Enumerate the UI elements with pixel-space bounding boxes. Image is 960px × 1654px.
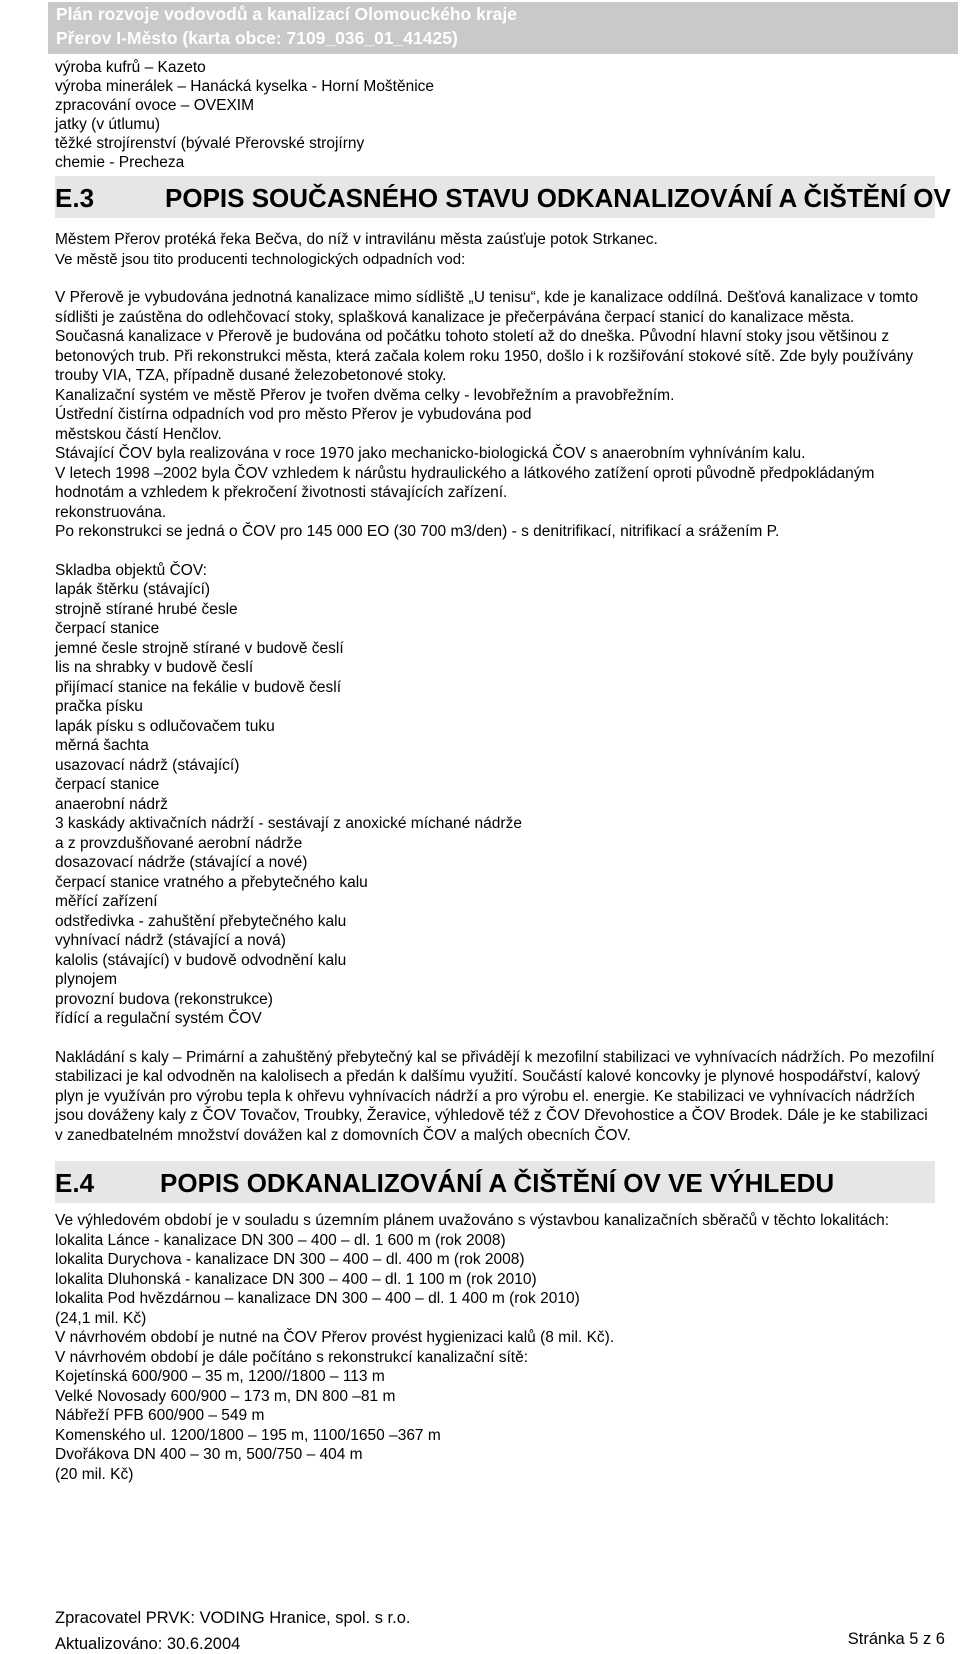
footer-processor: Zpracovatel PRVK: VODING Hranice, spol. s r.o.	[55, 1609, 411, 1627]
list-item: pračka písku	[55, 698, 143, 715]
list-item: jemné česle strojně stírané v budově česlí	[55, 639, 344, 657]
paragraph: Městem Přerov protéká řeka Bečva, do níž v intravilánu města zaúsťuje potok Strkanec.	[55, 231, 658, 248]
list-item: Kojetínská 600/900 – 35 m, 1200//1800 – 113 m	[55, 1368, 385, 1385]
list-item: V návrhovém období je dále počítáno s rekonstrukcí kanalizační sítě:	[55, 1348, 529, 1366]
list-item: a z provzdušňované aerobní nádrže	[55, 834, 303, 852]
paragraph: Kanalizační systém ve městě Přerov je tvořen dvěma celky - levobřežním a pravobřežním.	[55, 386, 675, 404]
list-item: lis na shrabky v budově česlí	[55, 659, 254, 676]
future-works-list	[55, 1231, 935, 1485]
list-item: výroba minerálek – Hanácká kyselka - Horní Moštěnice	[55, 78, 435, 95]
paragraph: Po rekonstrukci se jedná o ČOV pro 145 000 EO (30 700 m3/den) - s denitrifikací, nitrifikací a srážením P.	[55, 523, 780, 540]
list-item: dosazovací nádrže (stávající a nové)	[55, 854, 308, 871]
document-body	[55, 58, 951, 1484]
list-item: lokalita Dluhonská - kanalizace DN 300 – 400 – dl. 1 100 m (rok 2010)	[55, 1270, 537, 1288]
list-item: Nábřeží PFB 600/900 – 549 m	[55, 1407, 265, 1424]
section-heading-e4	[55, 1161, 935, 1203]
paragraph: V Přerově je vybudována jednotná kanalizace mimo sídliště „U tenisu“, kde je kanalizace oddílná. Dešťová kanalizace v tomto sídlišti je zaústěna do odlehčovací stoky, splašková kanalizace je přečerpávána čerpací stanicí do kanalizace města.	[55, 289, 919, 326]
list-item: kalolis (stávající) v budově odvodnění kalu	[55, 951, 347, 969]
list-item: lapák písku s odlučovačem tuku	[55, 717, 275, 735]
paragraph: Současná kanalizace v Přerově je budována od počátku tohoto století až do dneška. Původní hlavní stoky jsou většinou z betonových trub. Při rekonstrukci města, která začala kolem roku 1950, došlo i k rozšiřování stokové sítě. Zde byly používány trouby VIA, TZA, případně dusané železobetonové stoky.	[55, 328, 914, 384]
list-item: těžké strojírenství (bývalé Přerovské strojírny	[55, 135, 365, 152]
footer-updated: Aktualizováno: 30.6.2004	[55, 1635, 241, 1653]
header-subtitle: Přerov I-Město (karta obce: 7109_036_01_41425)	[56, 28, 458, 48]
list-item: Velké Novosady 600/900 – 173 m, DN 800 –81 m	[55, 1387, 396, 1405]
paragraph: Ve městě jsou tito producenti technologických odpadních vod:	[55, 250, 466, 268]
list-item: lokalita Durychova - kanalizace DN 300 – 400 – dl. 400 m (rok 2008)	[55, 1251, 525, 1268]
list-item: provozní budova (rekonstrukce)	[55, 990, 273, 1008]
list-item: měrná šachta	[55, 737, 149, 754]
paragraph: rekonstruována.	[55, 503, 167, 521]
list-item: měřící zařízení	[55, 893, 158, 910]
paragraph: Ústřední čistírna odpadních vod pro město Přerov je vybudována pod	[55, 406, 532, 423]
list-item: čerpací stanice	[55, 620, 160, 637]
section-number: E.3	[55, 183, 95, 213]
list-item: přijímací stanice na fekálie v budově česlí	[55, 678, 342, 696]
list-item: usazovací nádrž (stávající)	[55, 756, 240, 774]
page-number: Stránka 5 z 6	[847, 1630, 945, 1648]
section-number: E.4	[55, 1168, 95, 1198]
list-item: vyhnívací nádrž (stávající a nová)	[55, 932, 286, 949]
sludge-paragraph: Nakládání s kaly – Primární a zahuštěný přebytečný kal se přivádějí k mezofilní stabilizaci ve vyhnívacích nádržích. Po mezofilní stabilizaci je kal odvodněn na kalolisech a předán k dalšímu využití. Součástí kalové koncovky je plynové hospodářství, kalový plyn je využíván pro výrobu tepla k ohřevu vyhnívacích nádrží a pro výrobu el. energie. Ke stabilizaci ve vyhnívacích nádržích jsou dováženy kaly z ČOV Tovačov, Troubky, Žeravice, výhledově též z ČOV Dřevohostice a ČOV Brodek. Dále je ke stabilizaci v zanedbatelném množství dovážen kal z domovních ČOV a malých obecních ČOV.	[55, 1048, 935, 1144]
list-item: Komenského ul. 1200/1800 – 195 m, 1100/1650 –367 m	[55, 1426, 441, 1444]
list-item: V návrhovém období je nutné na ČOV Přerov provést hygienizaci kalů (8 mil. Kč).	[55, 1329, 615, 1346]
page-header	[48, 2, 958, 54]
list-item: Dvořákova DN 400 – 30 m, 500/750 – 404 m	[55, 1446, 363, 1463]
header-title: Plán rozvoje vodovodů a kanalizací Olomouckého kraje	[56, 4, 517, 24]
producer-list	[55, 58, 935, 172]
paragraph: Ve výhledovém období je v souladu s územním plánem uvažováno s výstavbou kanalizačních sběračů v těchto lokalitách:	[55, 1212, 890, 1229]
list-item: plynojem	[55, 971, 118, 988]
list-item: výroba kufrů – Kazeto	[55, 59, 206, 76]
paragraph: městskou částí Henčlov.	[55, 425, 222, 443]
section-title: POPIS SOUČASNÉHO STAVU ODKANALIZOVÁNÍ A ČIŠTĚNÍ OV	[165, 183, 951, 213]
list-item: čerpací stanice	[55, 776, 160, 793]
list-item: (24,1 mil. Kč)	[55, 1309, 147, 1327]
list-item: zpracování ovoce – OVEXIM	[55, 97, 255, 114]
paragraph: V letech 1998 –2002 byla ČOV vzhledem k nárůstu hydraulického a látkového zatížení oproti původně předpokládaným hodnotám a vzhledem k překročení životnosti stávajících zařízení.	[55, 464, 875, 501]
list-item: odstředivka - zahuštění přebytečného kalu	[55, 912, 347, 930]
list-item: anaerobní nádrž	[55, 795, 168, 813]
list-item: strojně stírané hrubé česle	[55, 600, 238, 618]
list-item: lapák štěrku (stávající)	[55, 581, 211, 598]
list-title: Skladba objektů ČOV:	[55, 561, 207, 579]
list-item: (20 mil. Kč)	[55, 1465, 134, 1483]
list-item: lokalita Pod hvězdárnou – kanalizace DN 300 – 400 – dl. 1 400 m (rok 2010)	[55, 1290, 580, 1307]
list-item: chemie - Precheza	[55, 154, 185, 171]
list-item: řídící a regulační systém ČOV	[55, 1010, 262, 1027]
section-title: POPIS ODKANALIZOVÁNÍ A ČIŠTĚNÍ OV VE VÝHLEDU	[160, 1168, 835, 1198]
page-footer	[55, 1608, 945, 1654]
paragraph: Stávající ČOV byla realizována v roce 1970 jako mechanicko-biologická ČOV s anaerobním vyhníváním kalu.	[55, 445, 806, 462]
list-item: 3 kaskády aktivačních nádrží - sestávají z anoxické míchané nádrže	[55, 815, 522, 832]
section-heading-e3	[55, 176, 951, 218]
list-item: lokalita Lánce - kanalizace DN 300 – 400 – dl. 1 600 m (rok 2008)	[55, 1231, 506, 1249]
wwtp-objects-list	[55, 561, 935, 1029]
list-item: čerpací stanice vratného a přebytečného kalu	[55, 873, 368, 891]
list-item: jatky (v útlumu)	[55, 116, 161, 133]
